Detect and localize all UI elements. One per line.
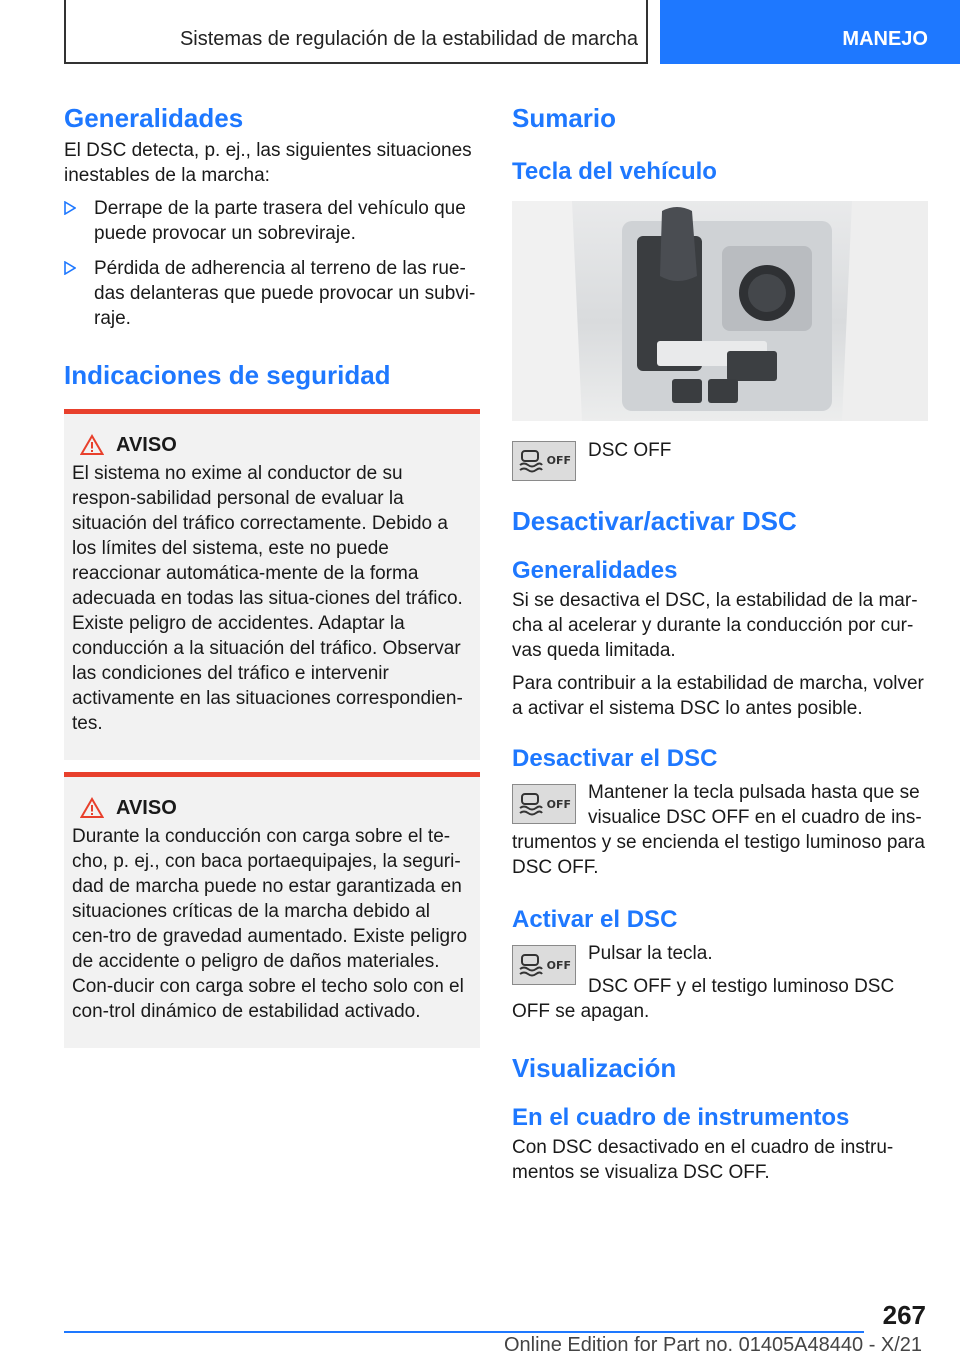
deact-act-heading: Desactivar/activar DSC	[512, 505, 797, 536]
summary-heading: Sumario	[512, 103, 617, 133]
list-item-text: Derrape de la parte trasera del vehículo que puede provocar un sobreviraje.	[94, 197, 466, 244]
center-console-image	[512, 201, 928, 421]
warning-text: El sistema no exime al conductor de su respon-sabilidad personal de evaluar la situación del tráfico correctamente. Debido a los límites del sistema, este no puede reaccionar automática-mente de la forma adecuada en todas las situa-ciones del tráfico. Existe peligro de accidentes. Adaptar la conducción a la situación del tráfico. Observar las condiciones del tráfico e intervenir activamente en las situaciones correspondien-tes.	[72, 462, 463, 734]
activate-heading: Activar el DSC	[512, 906, 678, 934]
activate-text-1: Pulsar la tecla.	[588, 943, 713, 965]
dsc-off-button-icon	[512, 945, 576, 985]
display-heading: Visualización	[512, 1053, 677, 1084]
off-label: OFF	[546, 958, 571, 972]
dsc-off-button-icon	[512, 441, 576, 481]
bullet-list	[64, 196, 480, 331]
dsc-off-caption: DSC OFF	[588, 439, 672, 461]
page-header	[0, 0, 960, 66]
activate-block	[512, 941, 928, 1024]
deactivate-heading: Desactivar el DSC	[512, 744, 718, 772]
warning-header	[72, 434, 472, 457]
general2-heading: Generalidades	[512, 556, 678, 584]
general2-paragraph-1: Si se desactiva el DSC, la estabilidad de la mar-cha al acelerar y durante la conducción por cur-vas queda limitada.	[512, 589, 918, 661]
list-item-text: Pérdida de adherencia al terreno de las rue-das delanteras que puede provocar un subvi-raje.	[94, 257, 476, 329]
skid-car-icon	[517, 448, 543, 474]
general2-paragraph-2: Para contribuir a la estabilidad de marcha, volver a activar el sistema DSC lo antes posible.	[512, 672, 924, 719]
warning-triangle-icon	[80, 797, 104, 819]
warning-triangle-icon	[80, 434, 104, 456]
edition-text: Online Edition for Part no. 01405A48440 - X/21	[504, 1334, 923, 1356]
cluster-text: Con DSC desactivado en el cuadro de instru-mentos se visualiza DSC OFF.	[512, 1137, 894, 1184]
key-heading: Tecla del vehículo	[512, 157, 717, 185]
deactivate-text: Mantener la tecla pulsada hasta que se visualice DSC OFF en el cuadro de ins-trumentos y se encienda el testigo luminoso para DSC OFF.	[512, 782, 925, 879]
list-item	[64, 256, 480, 331]
warning-text: Durante la conducción con carga sobre el te-cho, p. ej., con baca portaequipajes, la seguri-dad de marcha puede no estar garantizada en situaciones críticas de la marcha debido al cen-tro de gravedad aumentado. Existe peligro de accidente o peligro de daños materiales. Con-ducir con carga sobre el techo solo con el con-trol dinámico de estabilidad activado.	[72, 825, 468, 1022]
warning-header	[72, 797, 472, 820]
warning-label: AVISO	[116, 433, 177, 456]
triangle-right-icon	[64, 201, 76, 215]
footer-divider	[64, 1331, 864, 1333]
left-column	[64, 100, 480, 1048]
center-console-photo	[512, 201, 928, 421]
cluster-heading: En el cuadro de instrumentos	[512, 1104, 850, 1132]
activate-text-2: DSC OFF y el testigo luminoso DSC OFF se apagan.	[512, 976, 895, 1023]
page-number: 267	[882, 1300, 926, 1330]
off-label: OFF	[546, 454, 571, 468]
warning-box	[64, 772, 480, 1048]
header-title: Sistemas de regulación de la estabilidad de marcha	[179, 28, 638, 50]
dsc-off-row	[512, 441, 928, 481]
section-tab-label: MANEJO	[842, 28, 928, 50]
safety-heading: Indicaciones de seguridad	[64, 359, 391, 390]
off-label: OFF	[546, 797, 571, 811]
list-item	[64, 196, 480, 246]
warning-label: AVISO	[116, 796, 177, 819]
skid-car-icon	[517, 791, 543, 817]
deactivate-block	[512, 780, 928, 880]
general-heading: Generalidades	[64, 103, 244, 133]
dsc-off-button-icon	[512, 784, 576, 824]
triangle-right-icon	[64, 261, 76, 275]
right-column	[512, 100, 928, 1185]
skid-car-icon	[517, 952, 543, 978]
general-intro: El DSC detecta, p. ej., las siguientes situaciones inestables de la marcha:	[64, 139, 472, 186]
warning-box	[64, 409, 480, 760]
